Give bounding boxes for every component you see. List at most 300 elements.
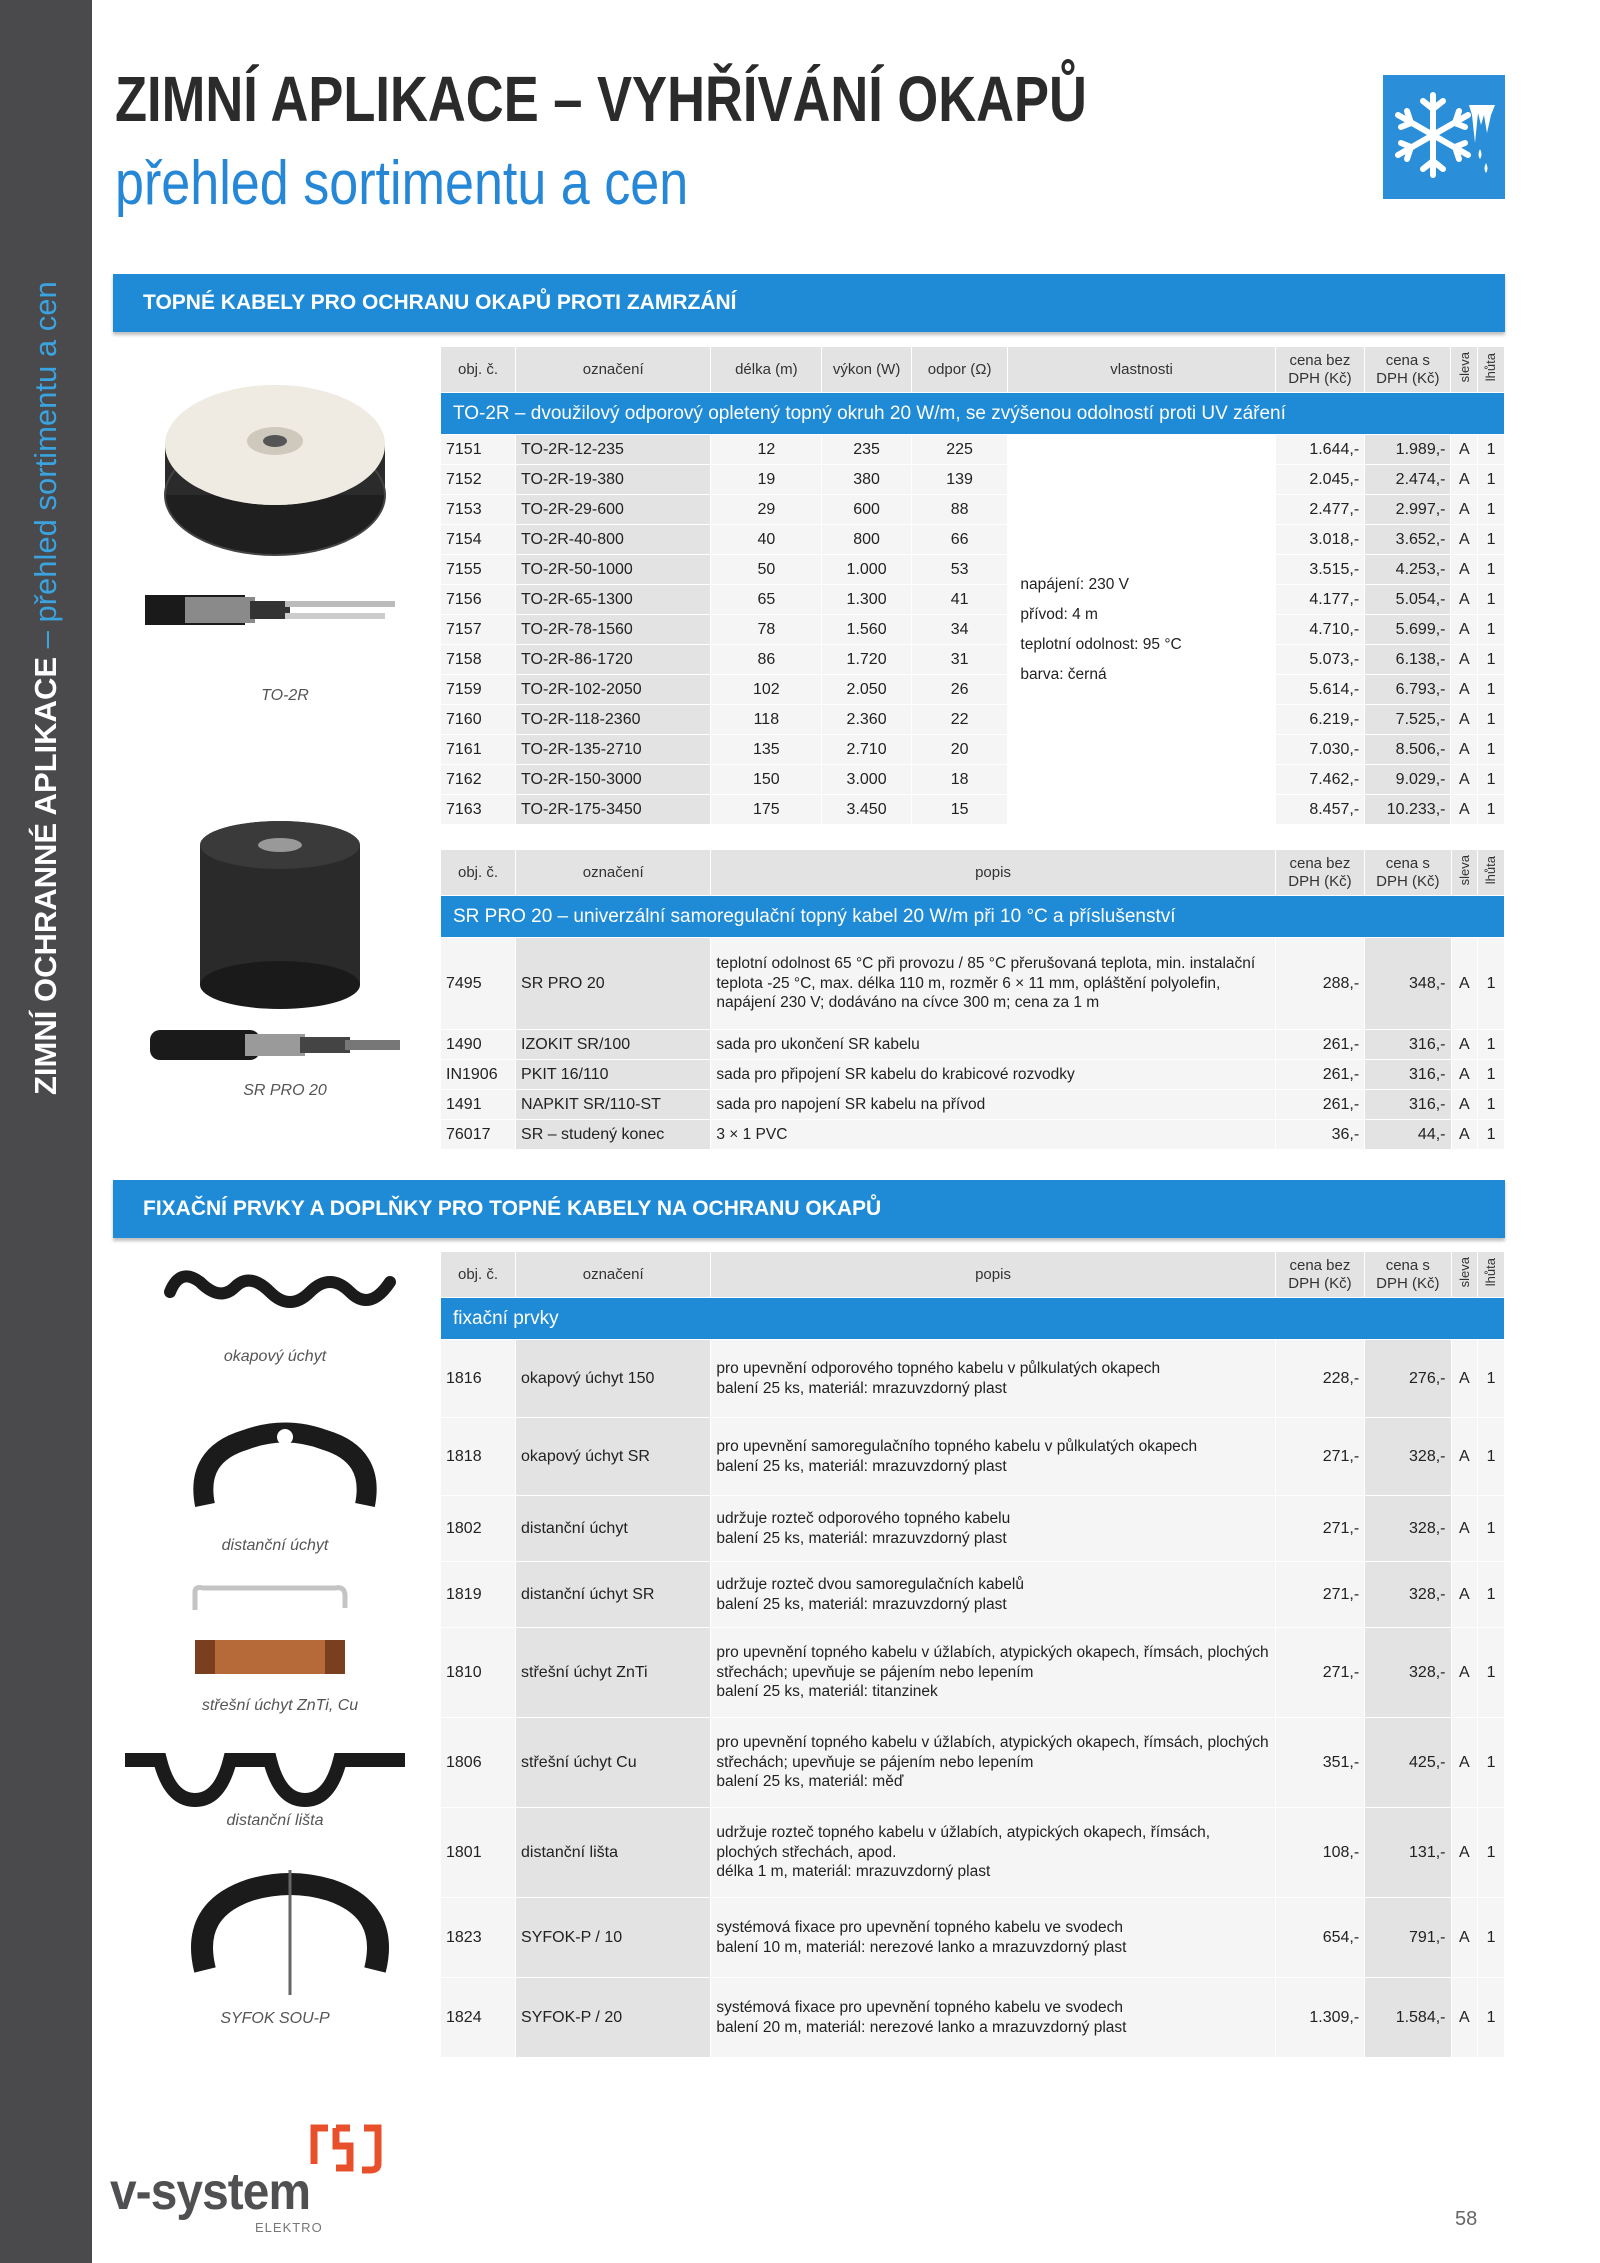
- cell-cena-s: 348,-: [1365, 938, 1451, 1030]
- cell-sleva: A: [1451, 435, 1478, 465]
- cell-cena-bez: 654,-: [1275, 1898, 1364, 1978]
- caption-okap: okapový úchyt: [223, 1348, 327, 1365]
- cell-obj: 1818: [441, 1418, 516, 1496]
- cell-cena-bez: 2.477,-: [1275, 495, 1364, 525]
- cell-obj: 1801: [441, 1808, 516, 1898]
- cell-sleva: A: [1451, 465, 1478, 495]
- cell-ozn: TO-2R-86-1720: [516, 645, 711, 675]
- col-cena-s: cena s DPH (Kč): [1365, 1252, 1451, 1298]
- cell-cena-s: 791,-: [1365, 1898, 1451, 1978]
- cell-obj: 1810: [441, 1628, 516, 1718]
- table-row: [441, 1898, 1505, 1978]
- cell-sleva: A: [1451, 795, 1478, 825]
- sr-spool-image: [180, 815, 380, 1020]
- cell-lhuta: 1: [1478, 495, 1505, 525]
- cell-cena-s: 316,-: [1365, 1090, 1451, 1120]
- property-line: napájení: 230 V: [1020, 575, 1130, 593]
- brand-logo: v-system: [110, 2163, 311, 2221]
- cell-cena-bez: 271,-: [1275, 1418, 1364, 1496]
- page-number: 58: [1455, 2208, 1478, 2230]
- cell-obj: 1491: [441, 1090, 516, 1120]
- cell-cena-s: 276,-: [1365, 1340, 1451, 1418]
- cell-vykon: 800: [822, 525, 911, 555]
- cell-cena-bez: 261,-: [1275, 1090, 1364, 1120]
- cell-cena-s: 6.138,-: [1365, 645, 1451, 675]
- caption-to2r: TO-2R: [261, 687, 309, 704]
- cell-lhuta: 1: [1478, 938, 1505, 1030]
- property-line: přívod: 4 m: [1020, 605, 1098, 623]
- cell-lhuta: 1: [1478, 1562, 1505, 1628]
- cell-ozn: okapový úchyt SR: [516, 1418, 711, 1496]
- cell-obj: 1819: [441, 1562, 516, 1628]
- cell-obj: 7161: [441, 735, 516, 765]
- cell-lhuta: 1: [1478, 765, 1505, 795]
- cell-odpor: 31: [911, 645, 1008, 675]
- page-title: ZIMNÍ APLIKACE – VYHŘÍVÁNÍ OKAPŮ: [115, 63, 1087, 135]
- cell-delka: 175: [711, 795, 822, 825]
- cell-cena-s: 7.525,-: [1365, 705, 1451, 735]
- caption-stresni: střešní úchyt ZnTi, Cu: [201, 1697, 359, 1714]
- col-vlastnosti: vlastnosti: [1008, 347, 1275, 393]
- cell-cena-bez: 1.644,-: [1275, 435, 1364, 465]
- cell-ozn: střešní úchyt ZnTi: [516, 1628, 711, 1718]
- cell-delka: 150: [711, 765, 822, 795]
- cell-odpor: 88: [911, 495, 1008, 525]
- cell-obj: 1490: [441, 1030, 516, 1060]
- cell-delka: 29: [711, 495, 822, 525]
- cell-cena-s: 44,-: [1365, 1120, 1451, 1150]
- col-cena-bez: cena bez DPH (Kč): [1275, 1252, 1364, 1298]
- cell-delka: 40: [711, 525, 822, 555]
- cell-vykon: 1.300: [822, 585, 911, 615]
- cell-vykon: 1.560: [822, 615, 911, 645]
- col-delka: délka (m): [711, 347, 822, 393]
- cell-obj: 7155: [441, 555, 516, 585]
- cell-cena-s: 328,-: [1365, 1496, 1451, 1562]
- distance-bar-image: [120, 1740, 410, 1815]
- col-sleva: sleva: [1451, 347, 1478, 393]
- cell-obj: 7495: [441, 938, 516, 1030]
- cell-popis: sada pro ukončení SR kabelu: [711, 1030, 1275, 1060]
- table-row: [441, 735, 1505, 765]
- table-row: [441, 1978, 1505, 2058]
- cell-sleva: A: [1451, 645, 1478, 675]
- cell-sleva: A: [1451, 938, 1478, 1030]
- cell-cena-s: 131,-: [1365, 1808, 1451, 1898]
- table-row: [441, 615, 1505, 645]
- property-line: teplotní odolnost: 95 °C: [1020, 635, 1182, 653]
- cell-cena-bez: 5.614,-: [1275, 675, 1364, 705]
- table-row: [441, 435, 1505, 465]
- cell-obj: 7151: [441, 435, 516, 465]
- cell-delka: 65: [711, 585, 822, 615]
- table-row: [441, 465, 1505, 495]
- cell-lhuta: 1: [1478, 555, 1505, 585]
- cell-sleva: A: [1451, 1978, 1478, 2058]
- cell-cena-s: 5.054,-: [1365, 585, 1451, 615]
- cell-odpor: 22: [911, 705, 1008, 735]
- cell-ozn: NAPKIT SR/110-ST: [516, 1090, 711, 1120]
- cell-cena-bez: 3.018,-: [1275, 525, 1364, 555]
- cell-cena-s: 316,-: [1365, 1030, 1451, 1060]
- col-lhuta: lhůta: [1478, 347, 1505, 393]
- cell-delka: 50: [711, 555, 822, 585]
- cell-obj: 7160: [441, 705, 516, 735]
- cell-cena-bez: 351,-: [1275, 1718, 1364, 1808]
- cell-ozn: SR – studený konec: [516, 1120, 711, 1150]
- cell-cena-bez: 6.219,-: [1275, 705, 1364, 735]
- table-row: [441, 645, 1505, 675]
- cell-obj: 1816: [441, 1340, 516, 1418]
- caption-srpro: SR PRO 20: [243, 1082, 327, 1099]
- cell-ozn: TO-2R-135-2710: [516, 735, 711, 765]
- col-obj: obj. č.: [441, 347, 516, 393]
- cell-cena-bez: 1.309,-: [1275, 1978, 1364, 2058]
- cell-delka: 78: [711, 615, 822, 645]
- cell-lhuta: 1: [1478, 1496, 1505, 1562]
- page-subtitle: přehled sortimentu a cen: [115, 149, 689, 218]
- col-cena-s: cena s DPH (Kč): [1365, 850, 1451, 896]
- cell-sleva: A: [1451, 765, 1478, 795]
- cell-lhuta: 1: [1478, 1718, 1505, 1808]
- col-odpor: odpor (Ω): [911, 347, 1008, 393]
- col-ozn: označení: [516, 1252, 711, 1298]
- cell-obj: 7163: [441, 795, 516, 825]
- brand-logo-sub: ELEKTRO: [255, 2220, 323, 2235]
- cell-cena-s: 1.989,-: [1365, 435, 1451, 465]
- cell-lhuta: 1: [1478, 465, 1505, 495]
- cell-ozn: distanční úchyt SR: [516, 1562, 711, 1628]
- cell-lhuta: 1: [1478, 1418, 1505, 1496]
- cell-ozn: TO-2R-65-1300: [516, 585, 711, 615]
- cell-ozn: SYFOK-P / 10: [516, 1898, 711, 1978]
- cell-delka: 86: [711, 645, 822, 675]
- roof-clip-cu-image: [185, 1630, 355, 1685]
- cell-sleva: A: [1451, 1562, 1478, 1628]
- table-row: [441, 795, 1505, 825]
- table-row: [441, 1808, 1505, 1898]
- caption-syfok: SYFOK SOU-P: [220, 2010, 330, 2027]
- table-row: [441, 1030, 1505, 1060]
- cell-popis: pro upevnění samoregulačního topného kabelu v půlkulatých okapech balení 25 ks, materiál: mrazuvzdorný plast: [711, 1418, 1275, 1496]
- cell-sleva: A: [1451, 495, 1478, 525]
- table-row: [441, 1418, 1505, 1496]
- cell-obj: 7156: [441, 585, 516, 615]
- cell-obj: 7159: [441, 675, 516, 705]
- cell-popis: udržuje rozteč dvou samoregulačních kabelů balení 25 ks, materiál: mrazuvzdorný plast: [711, 1562, 1275, 1628]
- cell-ozn: distanční lišta: [516, 1808, 711, 1898]
- cell-sleva: A: [1451, 1418, 1478, 1496]
- col-cena-s: cena s DPH (Kč): [1365, 347, 1451, 393]
- cell-cena-bez: 271,-: [1275, 1628, 1364, 1718]
- cell-popis: udržuje rozteč topného kabelu v úžlabích, atypických okapech, římsách, plochých střechách, apod. délka 1 m, materiál: mrazuvzdorný plast: [711, 1808, 1275, 1898]
- cell-sleva: A: [1451, 525, 1478, 555]
- cell-lhuta: 1: [1478, 705, 1505, 735]
- cell-ozn: TO-2R-19-380: [516, 465, 711, 495]
- cell-vykon: 600: [822, 495, 911, 525]
- cell-sleva: A: [1451, 1090, 1478, 1120]
- cell-sleva: A: [1451, 555, 1478, 585]
- cell-popis: 3 × 1 PVC: [711, 1120, 1275, 1150]
- cell-delka: 19: [711, 465, 822, 495]
- cell-ozn: TO-2R-118-2360: [516, 705, 711, 735]
- table-row: [441, 1718, 1505, 1808]
- cell-popis: systémová fixace pro upevnění topného kabelu ve svodech balení 10 m, materiál: nerezové lanko a mrazuvzdorný plast: [711, 1898, 1275, 1978]
- cell-cena-s: 328,-: [1365, 1562, 1451, 1628]
- cell-ozn: distanční úchyt: [516, 1496, 711, 1562]
- col-sleva: sleva: [1451, 850, 1478, 896]
- cell-odpor: 66: [911, 525, 1008, 555]
- okap-clip-image: [160, 1262, 400, 1327]
- cell-cena-bez: 261,-: [1275, 1030, 1364, 1060]
- cell-ozn: SR PRO 20: [516, 938, 711, 1030]
- cell-lhuta: 1: [1478, 795, 1505, 825]
- cell-popis: udržuje rozteč odporového topného kabelu balení 25 ks, materiál: mrazuvzdorný plast: [711, 1496, 1275, 1562]
- col-obj: obj. č.: [441, 1252, 516, 1298]
- section-heading-fixing: FIXAČNÍ PRVKY A DOPLŇKY PRO TOPNÉ KABELY NA OCHRANU OKAPŮ: [113, 1180, 1505, 1238]
- sidebar-label-bold: ZIMNÍ OCHRANNÉ APLIKACE: [28, 656, 63, 1095]
- cell-cena-s: 3.652,-: [1365, 525, 1451, 555]
- cell-sleva: A: [1451, 735, 1478, 765]
- col-obj: obj. č.: [441, 850, 516, 896]
- cell-popis: sada pro připojení SR kabelu do krabicové rozvodky: [711, 1060, 1275, 1090]
- cell-cena-s: 9.029,-: [1365, 765, 1451, 795]
- cell-cena-s: 10.233,-: [1365, 795, 1451, 825]
- cell-lhuta: 1: [1478, 435, 1505, 465]
- cell-obj: 7153: [441, 495, 516, 525]
- table-row: [441, 1628, 1505, 1718]
- property-line: barva: černá: [1020, 665, 1107, 683]
- cell-sleva: A: [1451, 615, 1478, 645]
- cell-ozn: střešní úchyt Cu: [516, 1718, 711, 1808]
- cell-popis: teplotní odolnost 65 °C při provozu / 85 °C přerušovaná teplota, min. instalační teplota -25 °C, max. délka 110 m, rozměr 6 × 11 mm, opláštění polyolefin, napájení 230 V; dodáváno na cívce 300 m; cena za 1 m: [711, 938, 1275, 1030]
- cell-lhuta: 1: [1478, 525, 1505, 555]
- cell-ozn: IZOKIT SR/100: [516, 1030, 711, 1060]
- cell-delka: 12: [711, 435, 822, 465]
- cell-vykon: 1.000: [822, 555, 911, 585]
- cell-sleva: A: [1451, 705, 1478, 735]
- caption-dist: distanční úchyt: [221, 1537, 329, 1554]
- cell-sleva: A: [1451, 675, 1478, 705]
- cell-obj: IN1906: [441, 1060, 516, 1090]
- cell-odpor: 26: [911, 675, 1008, 705]
- cell-cena-bez: 8.457,-: [1275, 795, 1364, 825]
- cell-cena-s: 2.474,-: [1365, 465, 1451, 495]
- cable-detail-image: [145, 585, 395, 640]
- cell-ozn: PKIT 16/110: [516, 1060, 711, 1090]
- cell-cena-bez: 4.177,-: [1275, 585, 1364, 615]
- cell-odpor: 15: [911, 795, 1008, 825]
- col-cena-bez: cena bez DPH (Kč): [1275, 347, 1364, 393]
- cell-sleva: A: [1451, 1340, 1478, 1418]
- table-row: [441, 525, 1505, 555]
- table-row: [441, 585, 1505, 615]
- cell-cena-s: 8.506,-: [1365, 735, 1451, 765]
- cell-sleva: A: [1451, 1628, 1478, 1718]
- cell-lhuta: 1: [1478, 1898, 1505, 1978]
- sidebar-label: [28, 281, 64, 1095]
- sidebar-label-light: – přehled sortimentu a cen: [28, 281, 63, 657]
- cell-popis: systémová fixace pro upevnění topného kabelu ve svodech balení 20 m, materiál: nerezové lanko a mrazuvzdorný plast: [711, 1978, 1275, 2058]
- table-row: [441, 675, 1505, 705]
- cell-cena-s: 328,-: [1365, 1628, 1451, 1718]
- cell-vykon: 235: [822, 435, 911, 465]
- table-row: [441, 1496, 1505, 1562]
- cell-ozn: TO-2R-175-3450: [516, 795, 711, 825]
- cell-cena-bez: 7.030,-: [1275, 735, 1364, 765]
- cell-cena-bez: 7.462,-: [1275, 765, 1364, 795]
- table-row: [441, 555, 1505, 585]
- cell-sleva: A: [1451, 1060, 1478, 1090]
- cell-lhuta: 1: [1478, 585, 1505, 615]
- cell-sleva: A: [1451, 1030, 1478, 1060]
- cell-odpor: 139: [911, 465, 1008, 495]
- cell-cena-bez: 228,-: [1275, 1340, 1364, 1418]
- table-row: [441, 1090, 1505, 1120]
- cell-obj: 1806: [441, 1718, 516, 1808]
- cell-lhuta: 1: [1478, 1030, 1505, 1060]
- cell-popis: pro upevnění topného kabelu v úžlabích, atypických okapech, římsách, plochých střechách; upevňuje se pájením nebo lepením balení 25 ks, materiál: měď: [711, 1718, 1275, 1808]
- table-fixing: [440, 1251, 1505, 2058]
- cell-lhuta: 1: [1478, 1340, 1505, 1418]
- cell-lhuta: 1: [1478, 675, 1505, 705]
- cell-vykon: 2.710: [822, 735, 911, 765]
- cell-obj: 7157: [441, 615, 516, 645]
- group-to2r: TO-2R – dvoužilový odporový opletený topný okruh 20 W/m, se zvýšenou odolností proti UV záření: [441, 393, 1505, 435]
- cell-cena-bez: 2.045,-: [1275, 465, 1364, 495]
- cell-cena-s: 2.997,-: [1365, 495, 1451, 525]
- table-row: [441, 938, 1505, 1030]
- snowflake-icicle-icon: [1383, 75, 1505, 199]
- group-srpro: SR PRO 20 – univerzální samoregulační topný kabel 20 W/m při 10 °C a příslušenství: [441, 896, 1505, 938]
- cell-odpor: 41: [911, 585, 1008, 615]
- cell-vykon: 3.000: [822, 765, 911, 795]
- cell-odpor: 53: [911, 555, 1008, 585]
- col-popis: popis: [711, 850, 1275, 896]
- cell-lhuta: 1: [1478, 1978, 1505, 2058]
- cell-odpor: 225: [911, 435, 1008, 465]
- cell-lhuta: 1: [1478, 1808, 1505, 1898]
- cell-lhuta: 1: [1478, 1090, 1505, 1120]
- cell-cena-bez: 4.710,-: [1275, 615, 1364, 645]
- cell-obj: 1823: [441, 1898, 516, 1978]
- cell-lhuta: 1: [1478, 645, 1505, 675]
- cell-obj: 7158: [441, 645, 516, 675]
- cell-lhuta: 1: [1478, 615, 1505, 645]
- cell-ozn: TO-2R-12-235: [516, 435, 711, 465]
- col-ozn: označení: [516, 347, 711, 393]
- col-popis: popis: [711, 1252, 1275, 1298]
- cell-cena-s: 5.699,-: [1365, 615, 1451, 645]
- cable-spool-image: [150, 375, 400, 580]
- cell-cena-bez: 108,-: [1275, 1808, 1364, 1898]
- cell-ozn: TO-2R-50-1000: [516, 555, 711, 585]
- distance-clip-image: [185, 1415, 385, 1530]
- cell-cena-s: 4.253,-: [1365, 555, 1451, 585]
- roof-clip-znti-image: [185, 1580, 355, 1625]
- cell-obj: 7162: [441, 765, 516, 795]
- cell-cena-bez: 288,-: [1275, 938, 1364, 1030]
- cell-ozn: TO-2R-78-1560: [516, 615, 711, 645]
- table-row: [441, 1340, 1505, 1418]
- syfok-image: [180, 1860, 400, 2005]
- cell-sleva: A: [1451, 1496, 1478, 1562]
- col-sleva: sleva: [1451, 1252, 1478, 1298]
- cell-popis: pro upevnění odporového topného kabelu v půlkulatých okapech balení 25 ks, materiál: mrazuvzdorný plast: [711, 1340, 1275, 1418]
- col-vykon: výkon (W): [822, 347, 911, 393]
- cell-lhuta: 1: [1478, 735, 1505, 765]
- cell-sleva: A: [1451, 1718, 1478, 1808]
- cell-vykon: 2.050: [822, 675, 911, 705]
- cell-cena-s: 328,-: [1365, 1418, 1451, 1496]
- col-cena-bez: cena bez DPH (Kč): [1275, 850, 1364, 896]
- table-row: [441, 495, 1505, 525]
- cell-ozn: TO-2R-29-600: [516, 495, 711, 525]
- cell-obj: 7154: [441, 525, 516, 555]
- cell-vykon: 3.450: [822, 795, 911, 825]
- cell-ozn: SYFOK-P / 20: [516, 1978, 711, 2058]
- cell-vykon: 1.720: [822, 645, 911, 675]
- col-lhuta: lhůta: [1478, 1252, 1505, 1298]
- brand-logo-icon: [310, 2124, 382, 2179]
- cell-ozn: TO-2R-102-2050: [516, 675, 711, 705]
- cell-cena-bez: 271,-: [1275, 1562, 1364, 1628]
- cell-obj: 76017: [441, 1120, 516, 1150]
- caption-lista: distanční lišta: [226, 1812, 324, 1829]
- cell-vykon: 2.360: [822, 705, 911, 735]
- cell-ozn: okapový úchyt 150: [516, 1340, 711, 1418]
- cell-cena-bez: 5.073,-: [1275, 645, 1364, 675]
- cell-lhuta: 1: [1478, 1060, 1505, 1090]
- cell-sleva: A: [1451, 1898, 1478, 1978]
- table-row: [441, 1060, 1505, 1090]
- cell-cena-bez: 3.515,-: [1275, 555, 1364, 585]
- cell-odpor: 34: [911, 615, 1008, 645]
- table-to2r: [440, 346, 1505, 825]
- cell-sleva: A: [1451, 1120, 1478, 1150]
- table-row: [441, 1120, 1505, 1150]
- cell-cena-bez: 271,-: [1275, 1496, 1364, 1562]
- cell-sleva: A: [1451, 1808, 1478, 1898]
- cell-delka: 102: [711, 675, 822, 705]
- cell-cena-s: 316,-: [1365, 1060, 1451, 1090]
- cell-cena-s: 1.584,-: [1365, 1978, 1451, 2058]
- cell-sleva: A: [1451, 585, 1478, 615]
- table-row: [441, 1562, 1505, 1628]
- table-row: [441, 765, 1505, 795]
- cell-cena-bez: 36,-: [1275, 1120, 1364, 1150]
- cell-delka: 118: [711, 705, 822, 735]
- cell-cena-bez: 261,-: [1275, 1060, 1364, 1090]
- cell-obj: 1824: [441, 1978, 516, 2058]
- cell-popis: pro upevnění topného kabelu v úžlabích, atypických okapech, římsách, plochých střechách; upevňuje se pájením nebo lepením balení 25 ks, materiál: titanzinek: [711, 1628, 1275, 1718]
- col-lhuta: lhůta: [1478, 850, 1505, 896]
- cell-cena-s: 6.793,-: [1365, 675, 1451, 705]
- cell-odpor: 20: [911, 735, 1008, 765]
- group-fixing: fixační prvky: [441, 1298, 1505, 1340]
- table-row: [441, 705, 1505, 735]
- cell-cena-s: 425,-: [1365, 1718, 1451, 1808]
- cell-lhuta: 1: [1478, 1628, 1505, 1718]
- cell-vykon: 380: [822, 465, 911, 495]
- section-heading-cables: TOPNÉ KABELY PRO OCHRANU OKAPŮ PROTI ZAMRZÁNÍ: [113, 274, 1505, 332]
- cell-obj: 1802: [441, 1496, 516, 1562]
- cell-delka: 135: [711, 735, 822, 765]
- cell-ozn: TO-2R-150-3000: [516, 765, 711, 795]
- cell-lhuta: 1: [1478, 1120, 1505, 1150]
- cell-vlastnosti: [1008, 435, 1275, 825]
- sr-cable-detail-image: [150, 1020, 400, 1075]
